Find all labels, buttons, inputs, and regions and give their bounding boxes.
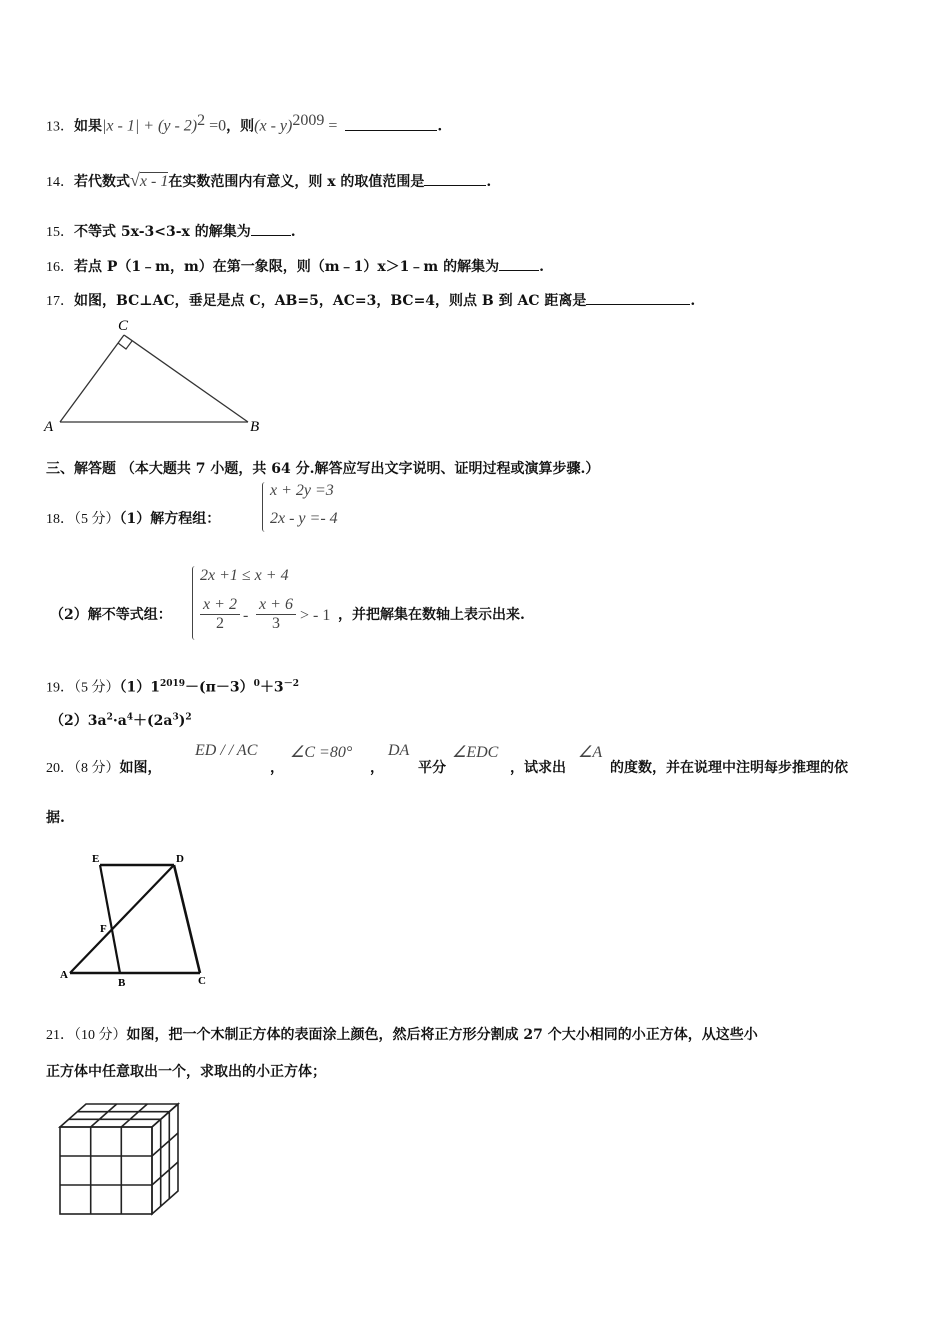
period: . (539, 259, 544, 275)
comma: ， (270, 760, 284, 776)
fraction-1 (200, 596, 240, 633)
question-text: 如图， (119, 760, 162, 776)
question-number: 19． (46, 680, 74, 696)
condition-parallel: ED / / AC (195, 742, 258, 759)
question-18-part2: （2）解不等式组： (50, 607, 172, 623)
question-number: 16． (46, 260, 74, 275)
expression: ) (178, 713, 186, 729)
question-number: 14． (46, 175, 74, 190)
expression: ＋(2a (133, 713, 173, 729)
question-text: （1）解方程组： (119, 511, 221, 527)
question-text: 的度数，并在说理中注明每步推理的依 (610, 760, 848, 776)
fraction-denominator: 2 (216, 615, 224, 632)
period: . (486, 174, 492, 190)
question-text: 如果 (74, 118, 102, 135)
question-text: 若代数式 (74, 174, 130, 190)
question-15 (46, 221, 296, 241)
math-expression: (x - y) (254, 117, 293, 135)
quadrilateral-figure (58, 848, 218, 993)
question-text: 若点 P（1﹣m，m）在第一象限，则（m﹣1）x＞1﹣m 的解集为 (74, 259, 500, 275)
question-text: 如图，BC⊥AC，垂足是点 C，AB=5，AC=3，BC=4，则点 B 到 AC 距离是 (74, 293, 587, 309)
label-c: C (118, 318, 129, 334)
segment-eb (100, 865, 120, 973)
exponent: 0 (253, 679, 260, 689)
exponent: 3 (172, 712, 179, 723)
segment-ad (70, 865, 174, 973)
question-text: ，并把解集在数轴上表示出来. (338, 607, 525, 623)
question-number: 13． (46, 119, 74, 135)
math-expression: =0 (205, 117, 227, 135)
expression: （1）1 (119, 679, 160, 696)
label-b: B (118, 977, 126, 989)
cube-front-face (60, 1127, 152, 1214)
question-text: 在实数范围内有意义，则 x 的取值范围是 (168, 174, 425, 190)
score: （5 分） (74, 512, 120, 527)
answer-blank (499, 258, 539, 271)
label-e: E (92, 853, 100, 865)
system-brace (262, 482, 265, 532)
score: （8 分） (74, 761, 120, 776)
answer-blank (345, 118, 437, 131)
fraction-numerator: x + 2 (200, 596, 240, 615)
answer-blank (424, 173, 486, 186)
system-brace (192, 566, 195, 640)
segment-dc (174, 865, 200, 973)
label-c: C (198, 975, 206, 987)
exponent: 4 (126, 712, 134, 723)
math-expression: = (324, 117, 338, 135)
inequality-tail: > - 1 (300, 607, 331, 624)
question-text: 如图，把一个木制正方体的表面涂上颜色，然后将正方形分割成 27 个大小相同的小正方体，从这些小 (126, 1027, 758, 1043)
question-18-part1 (46, 508, 220, 528)
question-14 (46, 170, 491, 191)
answer-blank (586, 292, 690, 305)
sqrt-icon: √ (130, 170, 140, 190)
equation-1: x + 2y =3 (270, 482, 334, 499)
exponent: 2019 (159, 679, 186, 689)
question-number: 17． (46, 294, 74, 309)
period: . (290, 224, 296, 240)
question-16 (46, 256, 544, 276)
condition-angle-c: ∠C =80° (290, 744, 353, 761)
question-text: ，试求出 (510, 760, 566, 776)
exponent: 2 (185, 712, 192, 723)
label-a: A (44, 419, 54, 435)
equation-2: 2x - y =- 4 (270, 510, 338, 527)
condition-angle-edc: ∠EDC (452, 744, 499, 761)
section-title: 三、解答题 （本大题共 7 小题，共 64 分.解答应写出文字说明、证明过程或演算步骤.） (46, 461, 600, 477)
exponent: 2 (106, 712, 113, 723)
question-text: 不等式 5x-3<3-x 的解集为 (74, 224, 251, 240)
condition-da: DA (388, 742, 410, 759)
question-19-part2 (50, 710, 192, 730)
fraction-numerator: x + 6 (256, 596, 296, 615)
question-text: ，则 (226, 118, 255, 135)
inequality-1: 2x +1 ≤ x + 4 (200, 567, 289, 584)
question-19-part1 (46, 676, 299, 697)
question-20 (46, 757, 162, 777)
question-21 (46, 1024, 758, 1044)
expression: ＋3 (259, 679, 284, 696)
label-f: F (100, 923, 107, 935)
label-b: B (250, 419, 260, 435)
expression: ·a (112, 713, 127, 729)
exponent: 2009 (292, 112, 325, 129)
question-text: 正方体中任意取出一个，求取出的小正方体； (46, 1064, 326, 1080)
triangle-figure (40, 315, 270, 435)
question-17 (46, 290, 695, 310)
expression: （2）3a (50, 713, 107, 729)
question-text: 平分 (418, 760, 446, 776)
exponent: －2 (283, 679, 299, 689)
question-number: 20． (46, 761, 74, 776)
period: . (437, 118, 443, 135)
period: . (690, 293, 696, 309)
question-number: 21． (46, 1028, 74, 1043)
cube-figure (56, 1100, 188, 1218)
side-bc (124, 335, 248, 422)
right-angle-mark (118, 341, 132, 349)
expression: －(π－3） (185, 679, 254, 696)
comma: ， (370, 760, 384, 776)
label-d: D (176, 853, 184, 865)
score: （5 分） (74, 680, 120, 696)
exponent: 2 (197, 112, 206, 129)
side-ac (60, 335, 124, 422)
question-number: 18． (46, 512, 74, 527)
radicand: x - 1 (139, 173, 169, 190)
angle-a: ∠A (578, 744, 603, 761)
answer-blank (251, 223, 291, 236)
question-13 (46, 112, 442, 136)
fraction-denominator: 3 (272, 615, 280, 632)
score: （10 分） (74, 1028, 127, 1043)
cube-right-face (152, 1104, 178, 1214)
label-a: A (60, 969, 68, 981)
math-expression: |x - 1| + (y - 2) (102, 117, 198, 135)
minus-sign: - (243, 607, 249, 624)
question-number: 15． (46, 225, 74, 240)
fraction-2 (256, 596, 296, 633)
question-text: 据. (46, 810, 65, 826)
